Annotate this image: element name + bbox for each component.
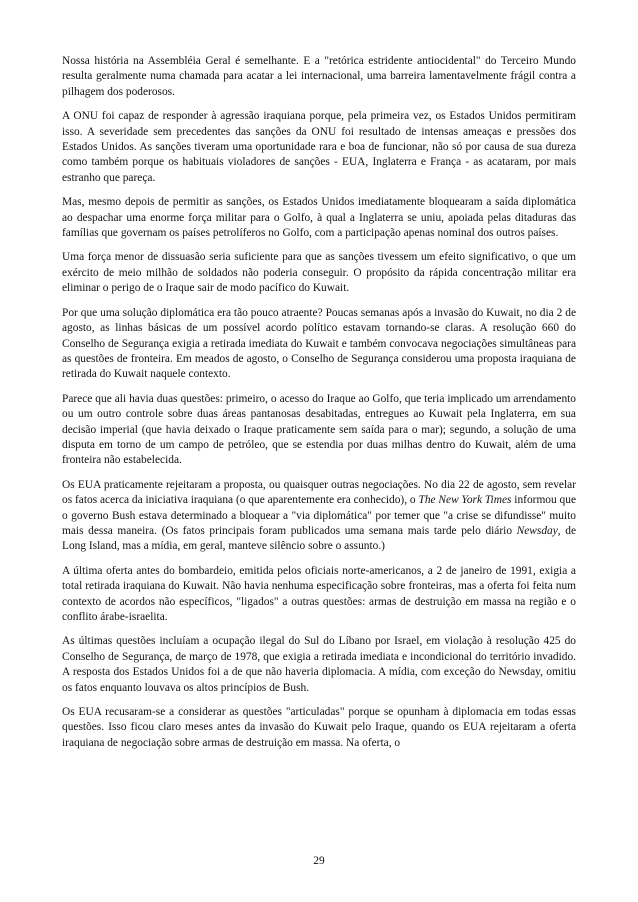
- text-segment: , de Long Island, mas a mídia, em geral, manteve silêncio sobre o assunto.): [62, 524, 576, 553]
- text-segment: Mas, mesmo depois de permitir as sanções, os Estados Unidos imediatamente bloquearam a saída diplomática ao despachar uma enorme força militar para o Golfo, à qual a Inglaterra se uniu, apoiada pelas ditaduras das famílias que governam os países petrolíferos no Golfo, com a participação apenas nominal dos outros países.: [62, 196, 576, 240]
- paragraph: [62, 195, 576, 241]
- text-segment: A última oferta antes do bombardeio, emitida pelos oficiais norte-americanos, a 2 de janeiro de 1991, exigia a total retirada iraquiana do Kuwait. Não havia nenhuma especificação sobre fronteiras, mas a oferta foi feita num contexto de acordos não específicos, "ligados" a outras questões: armas de destruição em massa na região e o conflito árabe-israelita.: [62, 564, 576, 623]
- italic-text-segment: Newsday: [516, 524, 558, 537]
- text-segment: informou que o governo Bush estava determinado a bloquear a "via diplomática" por temer que "a crise se difundisse" muito mais dessa maneira. (Os fatos principais foram publicados uma semana mais tarde pelo diário: [62, 494, 576, 537]
- italic-text-segment: The New York Times: [418, 494, 512, 507]
- paragraph: [62, 306, 576, 383]
- paragraph: [62, 392, 576, 469]
- paragraph: [62, 54, 576, 100]
- paragraph: [62, 705, 576, 751]
- text-segment: Nossa história na Assembléia Geral é semelhante. E a "retórica estridente antiocidental" do Terceiro Mundo resulta geralmente numa chamada para acatar a lei internacional, uma barreira lamentavelmente frágil contra a pilhagem dos poderosos.: [62, 55, 576, 98]
- paragraph: [62, 109, 576, 186]
- document-body: [62, 54, 576, 760]
- paragraph: [62, 634, 576, 696]
- text-segment: Por que uma solução diplomática era tão pouco atraente? Poucas semanas após a invasão do Kuwait, no dia 2 de agosto, as linhas básicas de um possível acordo político estavam tornando-se claras. A resolução 660 do Conselho de Segurança exigia a retirada imediata do Kuwait e também convocava negociações simultâneas para as questões de fronteira. Em meados de agosto, o Conselho de Segurança considerou uma proposta iraquiana de retirada do Kuwait naquele contexto.: [62, 306, 576, 381]
- text-segment: Uma força menor de dissuasão seria suficiente para que as sanções tivessem um efeito significativo, o que um exército de meio milhão de soldados não poderia conseguir. O propósito da rápida concentração militar era eliminar o perigo de o Iraque sair de modo pacífico do Kuwait.: [62, 251, 576, 295]
- paragraph: [62, 564, 576, 626]
- text-segment: A ONU foi capaz de responder à agressão iraquiana porque, pela primeira vez, os Estados Unidos permitiram isso. A severidade sem precedentes das sanções da ONU foi resultado de intensas ameaças e pressões dos Estados Unidos. As sanções tiveram uma oportunidade rara e boa de funcionar, não só por causa de sua dureza como também porque os habituais violadores de sanções - EUA, Inglaterra e França - as acataram, por mais estranho que pareça.: [62, 110, 576, 184]
- text-segment: Os EUA recusaram-se a considerar as questões "articuladas" porque se opunham à diplomacia em todas essas questões. Isso ficou claro meses antes da invasão do Kuwait pelo Iraque, quando os EUA rejeitaram a oferta iraquiana de negociação sobre armas de destruição em massa. Na oferta, o: [62, 706, 576, 749]
- paragraph: [62, 250, 576, 296]
- page-number: 29: [313, 855, 325, 867]
- text-segment: Os EUA praticamente rejeitaram a proposta, ou quaisquer outras negociações. No dia 22 de agosto, sem revelar os fatos acerca da iniciativa iraquiana (o que aparentemente era conhecido), o: [62, 478, 576, 507]
- paragraph: [62, 478, 576, 555]
- text-segment: Parece que ali havia duas questões: primeiro, o acesso do Iraque ao Golfo, que teria implicado um arrendamento ou um outro controle sobre duas áreas pantanosas desabitadas, entregues ao Kuwait pela Inglaterra, em sua decisão imperial (que havia deixado o Iraque praticamente sem saída para o mar); segundo, a solução de uma disputa em torno de um campo de petróleo, que se estendia por duas milhas dentro do Kuwait, além de uma fronteira não estabelecida.: [62, 392, 576, 467]
- text-segment: As últimas questões incluíam a ocupação ilegal do Sul do Líbano por Israel, em violação à resolução 425 do Conselho de Segurança, de março de 1978, que exigia a retirada imediata e incondicional do território invadido. A resposta dos Estados Unidos foi a de que não haveria diplomacia. A mídia, com exceção do Newsday, omitiu os fatos enquanto louvava os altos princípios de Bush.: [62, 635, 576, 694]
